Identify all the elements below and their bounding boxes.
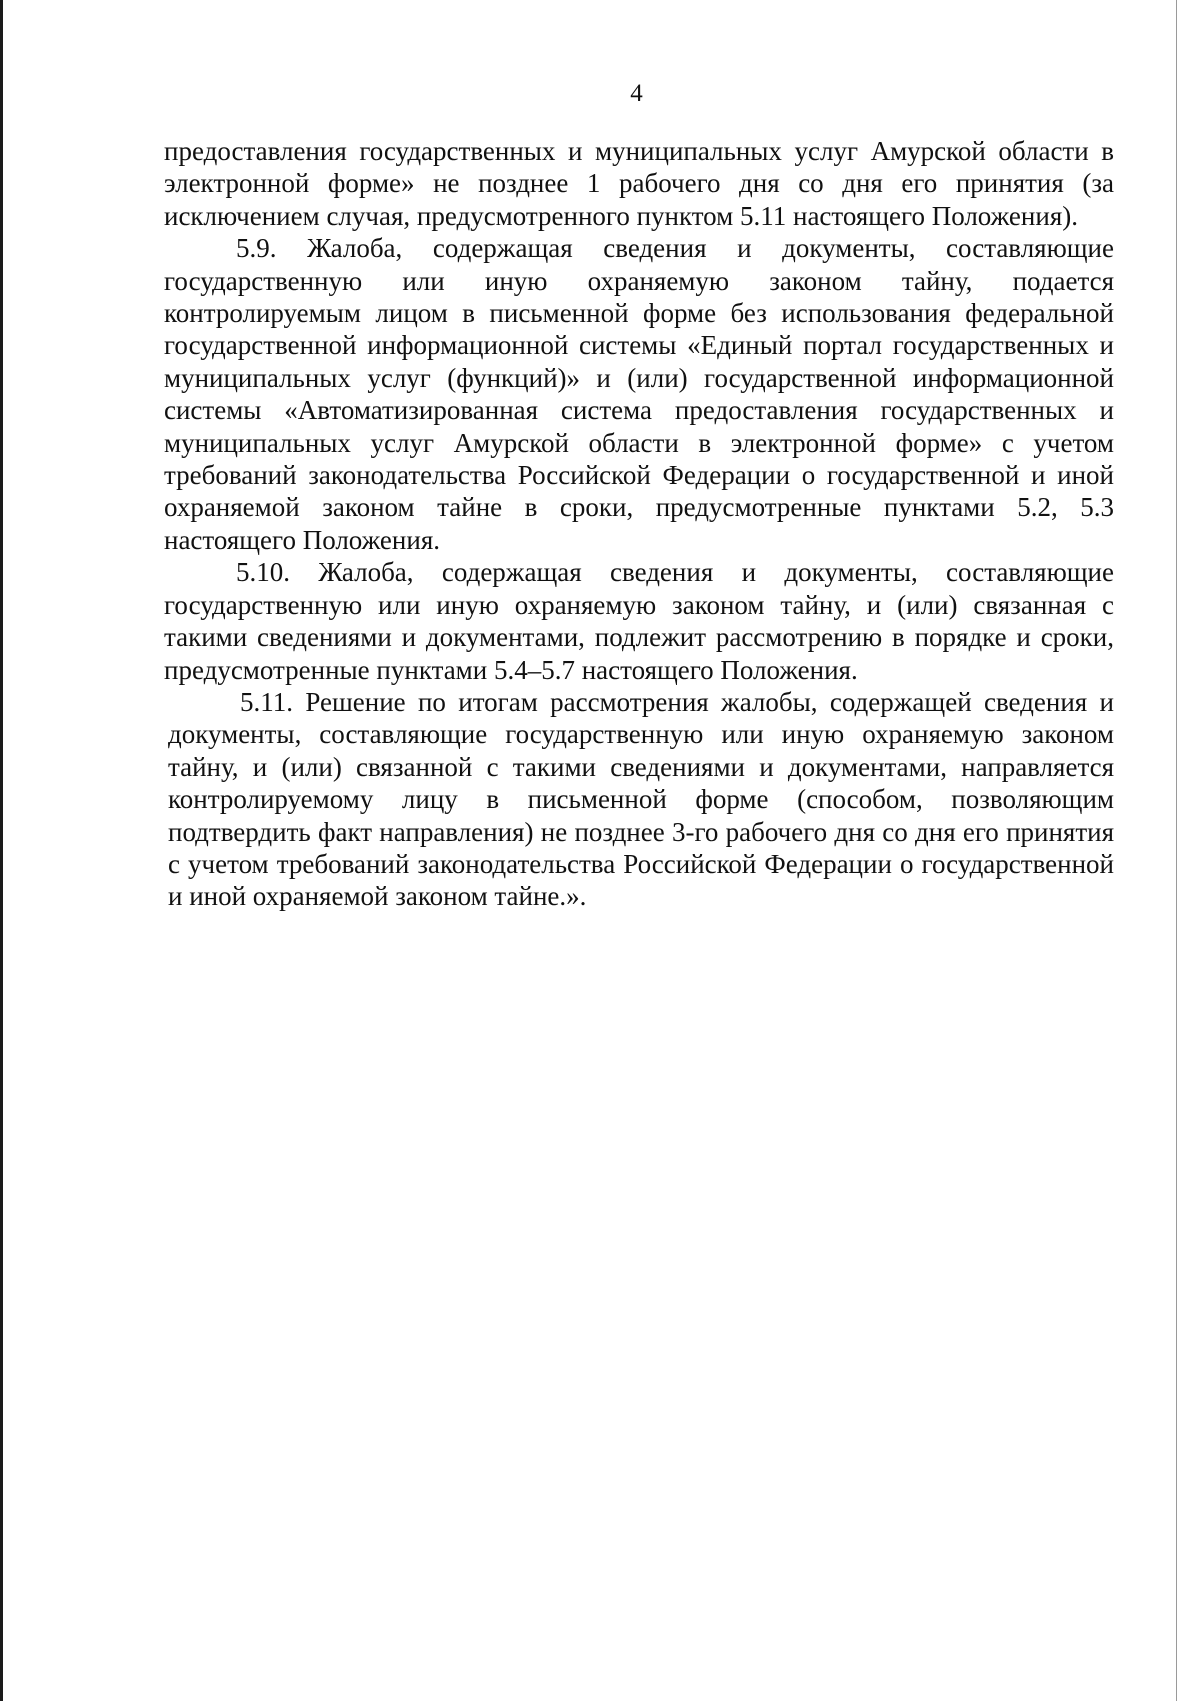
paragraph-5-9: 5.9. Жалоба, содержащая сведения и документы, составляющие государственную или иную охраняемую законом тайну, подается контролируемым лицом в письменной форме без использования федеральной государственной информационной системы «Единый портал государственных и муниципальных услуг (функций)» и (или) государственной информационной системы «Автоматизированная система предоставления государственных и муниципальных услуг Амурской области в электронной форме» с учетом требований законодательства Российской Федерации о государственной и иной охраняемой законом тайне в сроки, предусмотренные пунктами 5.2, 5.3 настоящего Положения. bbox=[164, 233, 1114, 555]
document-body bbox=[164, 135, 1114, 913]
page-number: 4 bbox=[630, 80, 643, 107]
paragraph-5-11: 5.11. Решение по итогам рассмотрения жалобы, содержащей сведения и документы, составляющие государственную или иную охраняемую законом тайну, и (или) связанной с такими сведениями и документами, направляется контролируемому лицу в письменной форме (способом, позволяющим подтвердить факт направления) не позднее 3-го рабочего дня со дня его принятия с учетом требований законодательства Российской Федерации о государственной и иной охраняемой законом тайне.». bbox=[168, 686, 1114, 912]
paragraph-5-10: 5.10. Жалоба, содержащая сведения и документы, составляющие государственную или иную охраняемую законом тайну, и (или) связанная с такими сведениями и документами, подлежит рассмотрению в порядке и сроки, предусмотренные пунктами 5.4–5.7 настоящего Положения. bbox=[164, 557, 1114, 685]
scan-right-edge bbox=[1176, 0, 1177, 1701]
scan-left-edge bbox=[0, 0, 3, 1701]
paragraph-continuation: предоставления государственных и муниципальных услуг Амурской области в электронной форме» не позднее 1 рабочего дня со дня его принятия (за исключением случая, предусмотренного пунктом 5.11 настоящего Положения). bbox=[164, 136, 1114, 231]
